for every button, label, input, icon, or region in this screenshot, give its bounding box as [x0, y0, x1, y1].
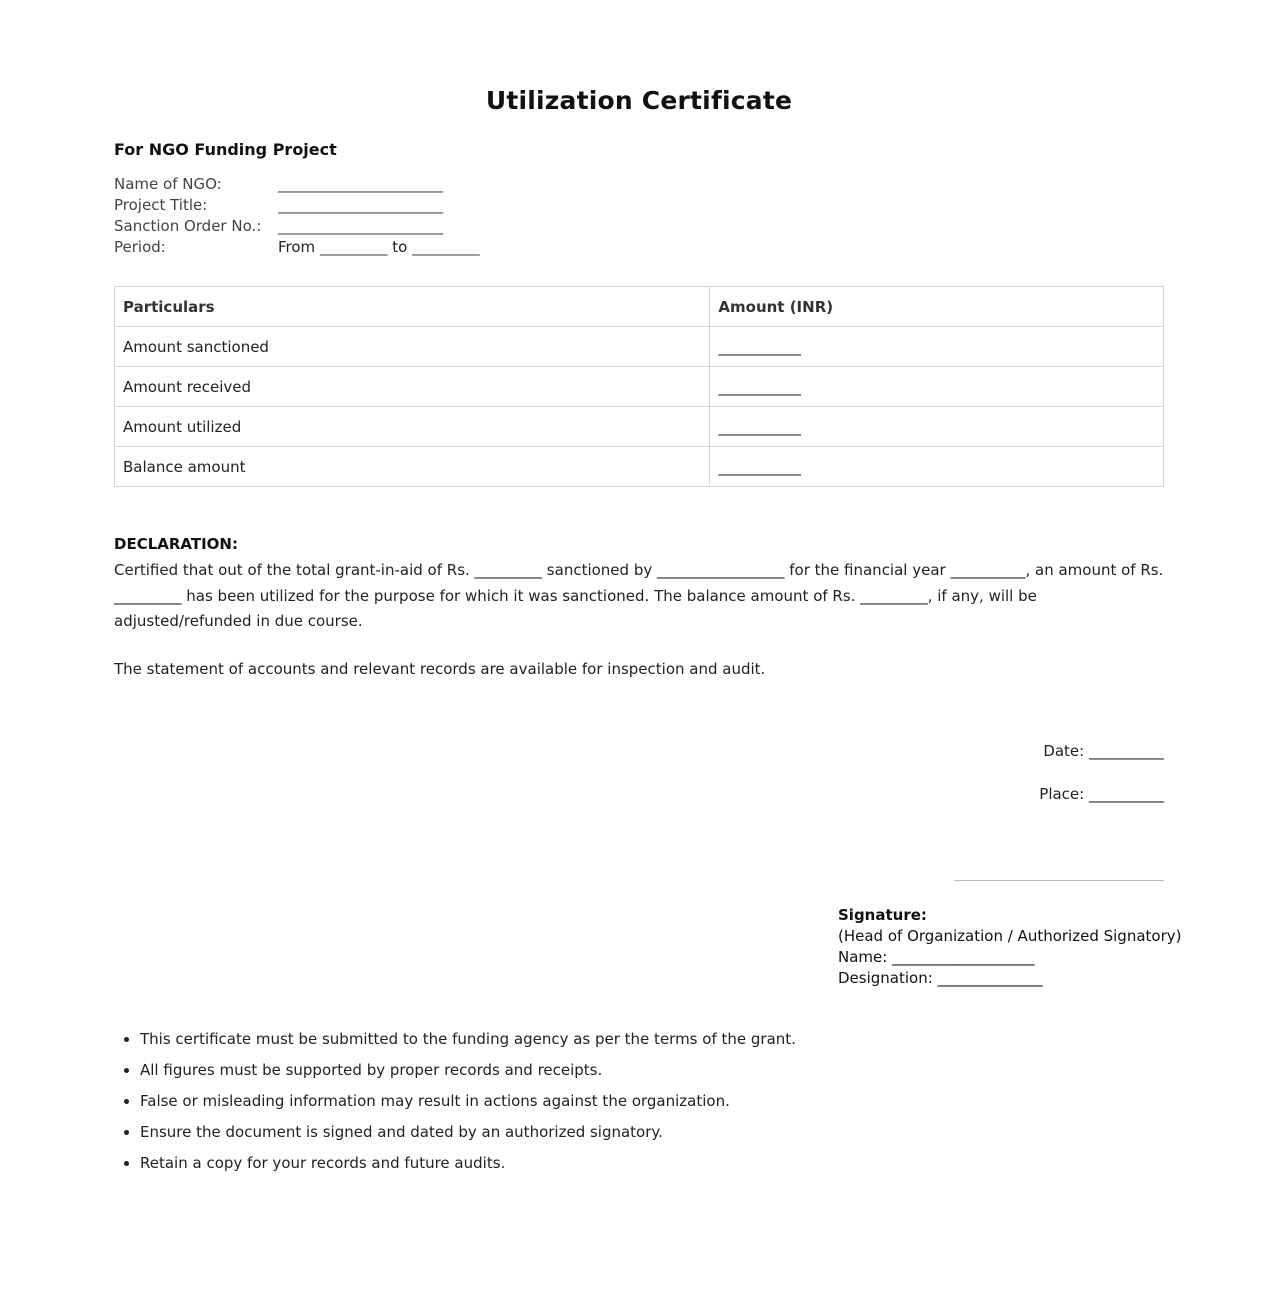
period-from-label: From — [278, 238, 316, 256]
row-amount-field[interactable]: ___________ — [710, 447, 1164, 487]
row-particular: Amount utilized — [115, 407, 710, 447]
period-fields — [278, 237, 480, 258]
signature-name-row — [838, 947, 1181, 968]
period-row — [114, 237, 480, 258]
list-item: • Retain a copy for your records and future audits. — [140, 1151, 796, 1182]
row-amount-field[interactable]: ___________ — [710, 327, 1164, 367]
project-title-label: Project Title: — [114, 196, 208, 214]
signature-designation-field[interactable]: ______________ — [937, 969, 1043, 987]
page-title: Utilization Certificate — [485, 86, 793, 115]
project-title-field[interactable]: ______________________ — [278, 196, 443, 214]
amount-table — [114, 286, 1164, 487]
ngo-name-label: Name of NGO: — [114, 175, 222, 193]
signature-name-field[interactable]: ___________________ — [892, 948, 1035, 966]
sanction-order-field[interactable]: ______________________ — [278, 217, 443, 235]
list-item: • This certificate must be submitted to the funding agency as per the terms of the grant. — [140, 1027, 796, 1058]
table-row — [115, 447, 1164, 487]
period-label: Period: — [114, 238, 166, 256]
signature-name-label: Name: — [838, 948, 888, 966]
row-amount-field[interactable]: ___________ — [710, 407, 1164, 447]
table-row — [115, 407, 1164, 447]
row-amount-field[interactable]: ___________ — [710, 367, 1164, 407]
list-item: • False or misleading information may result in actions against the organization. — [140, 1089, 796, 1120]
list-item: • All figures must be supported by proper records and receipts. — [140, 1058, 796, 1089]
signature-line[interactable] — [954, 880, 1164, 881]
declaration-heading: DECLARATION: — [114, 535, 238, 553]
signature-designation-row — [838, 968, 1181, 989]
sanction-order-label: Sanction Order No.: — [114, 217, 262, 235]
place-field[interactable]: __________ — [1089, 785, 1164, 803]
table-row — [115, 327, 1164, 367]
notes-list — [114, 1027, 796, 1182]
project-info — [114, 174, 480, 258]
table-header-row — [115, 287, 1164, 327]
sanction-order-row — [114, 216, 480, 237]
period-to-field[interactable]: _________ — [412, 238, 480, 256]
project-title-row — [114, 195, 480, 216]
page-subtitle: For NGO Funding Project — [114, 140, 337, 159]
row-particular: Balance amount — [115, 447, 710, 487]
statement-text: The statement of accounts and relevant records are available for inspection and audit. — [114, 660, 766, 678]
date-field[interactable]: __________ — [1089, 742, 1164, 760]
signature-title: Signature: — [838, 906, 927, 924]
row-particular: Amount received — [115, 367, 710, 407]
place-label: Place: — [1039, 785, 1085, 803]
date-field-row — [1043, 742, 1164, 760]
signature-role: (Head of Organization / Authorized Signatory) — [838, 927, 1182, 945]
row-particular: Amount sanctioned — [115, 327, 710, 367]
period-to-label: to — [392, 238, 408, 256]
date-label: Date: — [1043, 742, 1085, 760]
column-header-particulars: Particulars — [115, 287, 710, 327]
place-field-row — [1039, 785, 1164, 803]
table-row — [115, 367, 1164, 407]
declaration-text: Certified that out of the total grant-in-aid of Rs. _________ sanctioned by _________________ for the financial year __________, an amount of Rs. _________ has been utilized for the purpose for which it was sanctioned. The balance amount of Rs. _________, if any, will be adjusted/refunded in due course. — [114, 561, 1164, 630]
ngo-name-field[interactable]: ______________________ — [278, 175, 443, 193]
signature-designation-label: Designation: — [838, 969, 933, 987]
period-from-field[interactable]: _________ — [319, 238, 388, 256]
column-header-amount: Amount (INR) — [710, 287, 1164, 327]
ngo-name-row — [114, 174, 480, 195]
list-item: • Ensure the document is signed and dated by an authorized signatory. — [140, 1120, 796, 1151]
signature-block — [838, 905, 1181, 989]
